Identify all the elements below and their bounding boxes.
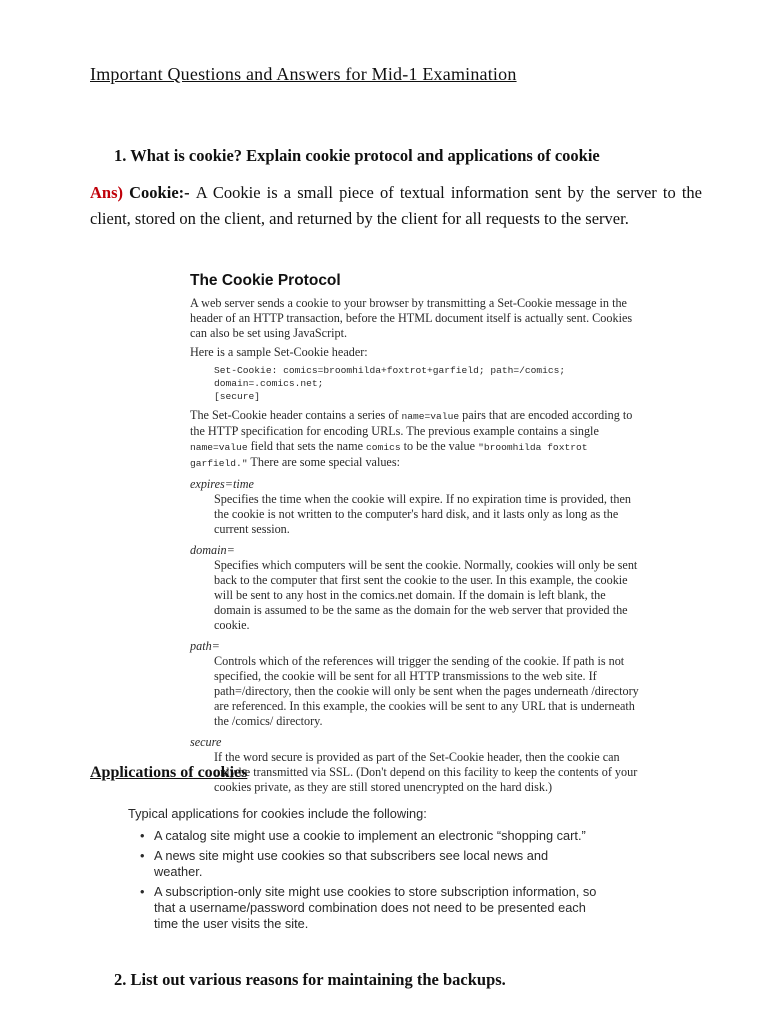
page-title: Important Questions and Answers for Mid-1 Examination	[90, 64, 517, 84]
desc-part-c: field that sets the name	[247, 439, 367, 453]
desc-code-2: name=value	[190, 442, 248, 453]
applications-list	[128, 806, 598, 936]
term-domain-desc: Specifies which computers will be sent the cookie. Normally, cookies will only be sent back to the computer that first sent the cookie to the user. In this example, the cookie will be sent to any host in the comics.net domain. If the domain is left blank, the domain is assumed to be the same as the domain for the web server that provided the cookie.	[214, 558, 638, 632]
bullet-icon: •	[140, 828, 145, 843]
desc-part-e: There are some special values:	[247, 455, 400, 469]
desc-code-4: "broomhilda foxtrot garfield."	[190, 442, 588, 469]
term-expires-desc: Specifies the time when the cookie will expire. If no expiration time is provided, then the cookie is not written to the computer's hard disk, and it lasts only as long as the current session.	[214, 492, 631, 536]
term-expires: expires=time	[190, 477, 254, 491]
list-item: • A news site might use cookies so that subscribers see local news and weather.	[140, 848, 549, 879]
sample-code-line-2: [secure]	[214, 391, 261, 402]
applications-heading: Applications of cookies	[90, 764, 248, 781]
term-secure: secure	[190, 735, 222, 749]
answer-paragraph	[90, 180, 702, 232]
term-path: path=	[190, 639, 220, 653]
term-domain: domain=	[190, 543, 235, 557]
desc-code-3: comics	[366, 442, 401, 453]
term-secure-desc: If the word secure is provided as part of the Set-Cookie header, then the cookie can only be transmitted via SSL. (Don't depend on this facility to keep the contents of your cookies private, as they are still stored unencrypted on the hard disk.)	[214, 750, 638, 794]
cookie-protocol-heading: The Cookie Protocol	[190, 272, 341, 289]
desc-code-1: name=value	[401, 411, 460, 422]
term-path-desc: Controls which of the references will trigger the sending of the cookie. If path is not specified, the cookie will be sent for all HTTP transmissions to the web site. If path=/directory, then the cookie will only be sent when the pages underneath /directory are referenced. In this example, the cookies will be sent to any URL that is underneath the /comics/ directory.	[214, 654, 639, 728]
desc-part-b: pairs that are encoded according to the HTTP specification for encoding URLs. The previous example contains a single	[190, 408, 633, 438]
sample-code-line-1: Set-Cookie: comics=broomhilda+foxtrot+garfield; path=/comics; domain=.comics.net;	[214, 365, 566, 389]
question-2: 2. List out various reasons for maintaining the backups.	[114, 970, 506, 989]
bullet-icon: •	[140, 884, 145, 899]
sample-code	[190, 364, 640, 403]
cookie-protocol-body	[190, 296, 640, 795]
answer-label: Ans)	[90, 183, 124, 202]
desc-part-d: to be the value	[400, 439, 479, 453]
list-item: • A subscription-only site might use cookies to store subscription information, so that a username/password combination does not need to be presented each time the user visits the site.	[140, 884, 597, 931]
cookie-protocol-intro: A web server sends a cookie to your browser by transmitting a Set-Cookie message in the header of an HTTP transaction, before the HTML document itself is actually sent. Cookies can also be set using JavaScript.	[190, 296, 633, 340]
answer-term: Cookie	[129, 183, 179, 202]
bullet-icon: •	[140, 848, 145, 863]
answer-text: A Cookie is a small piece of textual information sent by the server to the client, stored on the client, and returned by the client for all requests to the server.	[90, 183, 702, 228]
sample-label: Here is a sample Set-Cookie header:	[190, 345, 368, 359]
answer-separator: :-	[178, 183, 196, 202]
list-item: • A catalog site might use a cookie to implement an electronic “shopping cart.”	[140, 828, 586, 843]
desc-part-a: The Set-Cookie header contains a series of	[190, 408, 402, 422]
applications-intro: Typical applications for cookies include the following:	[128, 806, 427, 821]
question-1: 1. What is cookie? Explain cookie protocol and applications of cookie	[114, 146, 600, 165]
set-cookie-description	[190, 408, 640, 471]
